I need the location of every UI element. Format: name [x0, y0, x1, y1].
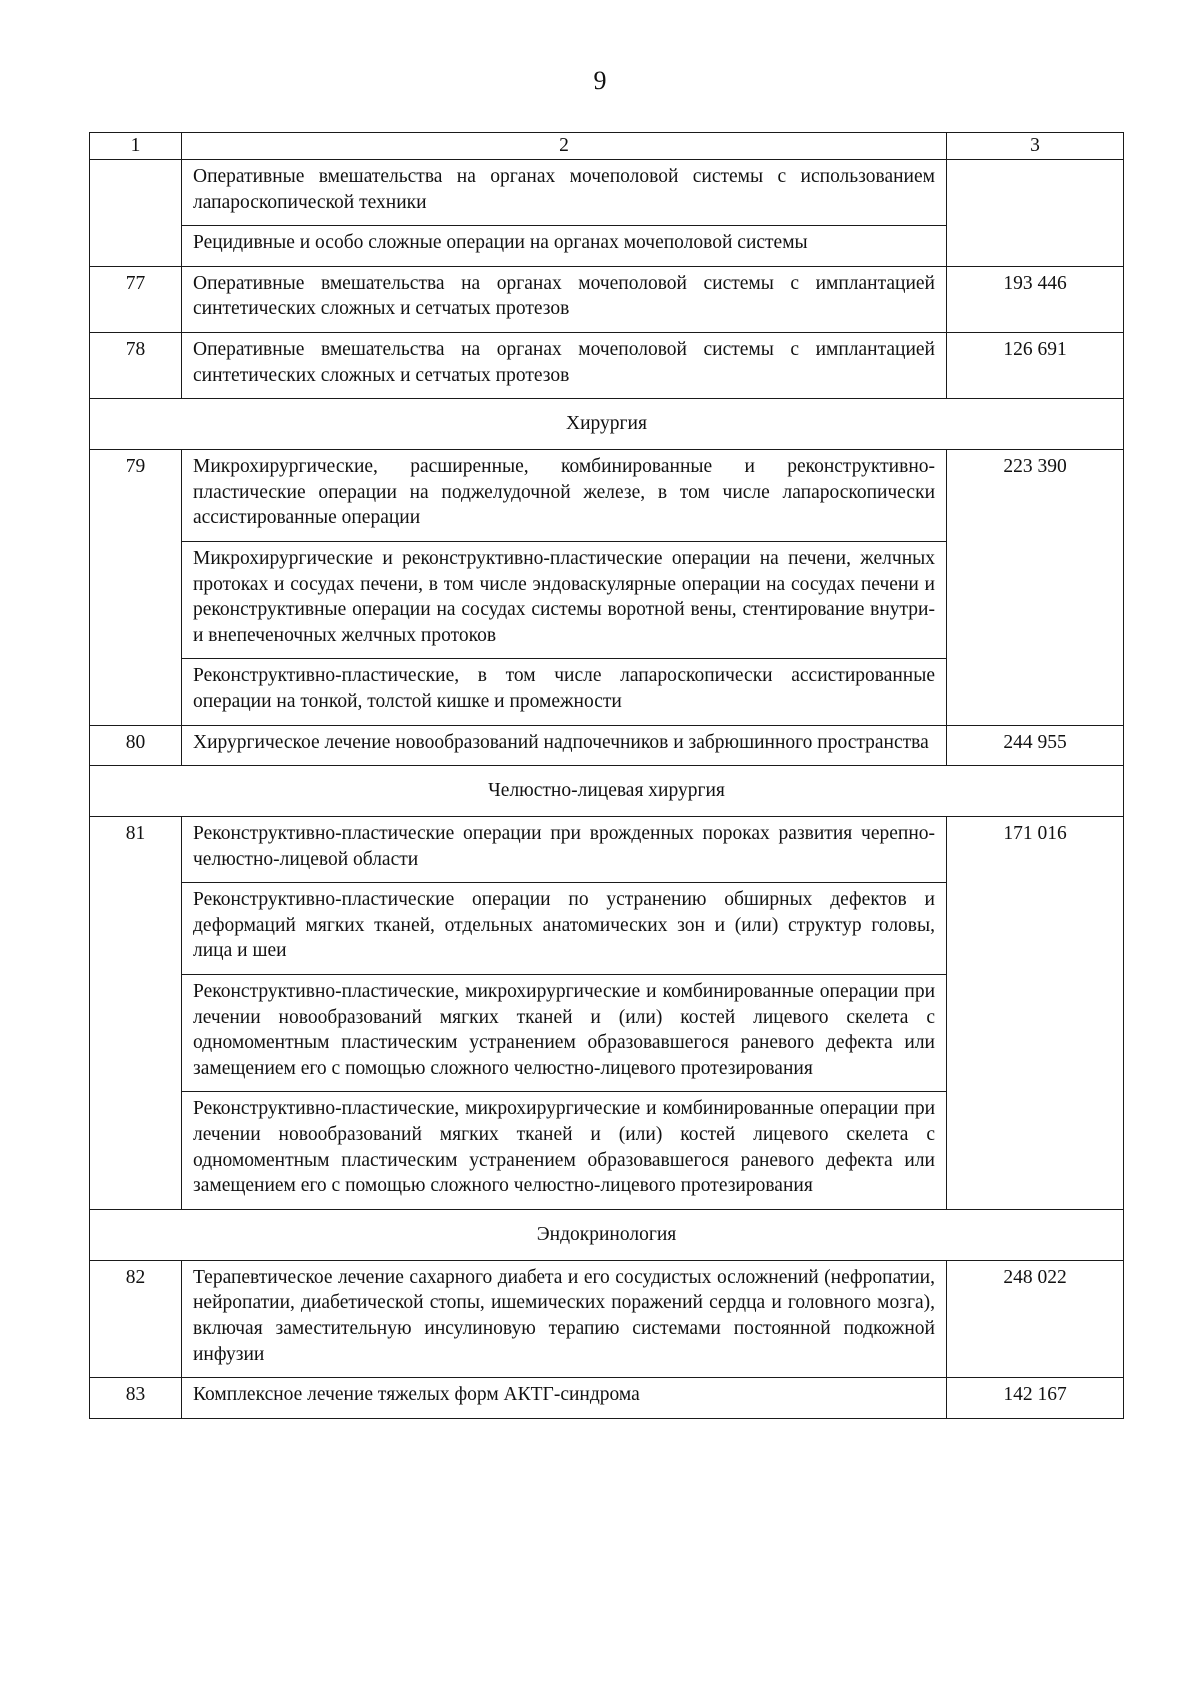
column-header-2: 2	[182, 133, 947, 160]
page-number: 9	[593, 66, 607, 95]
service-item: Реконструктивно-пластические операции по устранению обширных дефектов и деформаций мягких тканей, отдельных анатомических зон и (или) структур головы, лица и шеи	[182, 882, 946, 974]
service-item: Реконструктивно-пластические, в том числе лапароскопически ассистированные операции на тонкой, толстой кишке и промежности	[182, 658, 946, 724]
normative-cost: 171 016	[947, 817, 1124, 1210]
table-row	[90, 450, 1124, 725]
services-table	[89, 132, 1124, 1419]
section-header-row	[90, 399, 1124, 450]
row-number: 82	[90, 1260, 182, 1377]
row-number: 83	[90, 1378, 182, 1419]
service-item: Оперативные вмешательства на органах мочеполовой системы с имплантацией синтетических сложных и сетчатых протезов	[193, 338, 935, 386]
service-item: Микрохирургические, расширенные, комбинированные и реконструктивно-пластические операции на поджелудочной железе, в том числе лапароскопически ассистированные операции	[193, 456, 935, 529]
section-header-row	[90, 766, 1124, 817]
service-description-cell	[182, 817, 947, 1210]
normative-cost: 126 691	[947, 332, 1124, 398]
normative-cost: 244 955	[947, 725, 1124, 766]
table-row	[90, 160, 1124, 267]
normative-cost: 193 446	[947, 266, 1124, 332]
service-item: Оперативные вмешательства на органах мочеполовой системы с имплантацией синтетических сложных и сетчатых протезов	[193, 272, 935, 320]
section-title: Челюстно-лицевая хирургия	[90, 766, 1124, 817]
service-item: Реконструктивно-пластические операции при врожденных пороках развития черепно-челюстно-лицевой области	[193, 823, 935, 870]
column-header-3: 3	[947, 133, 1124, 160]
service-item: Рецидивные и особо сложные операции на органах мочеполовой системы	[182, 225, 946, 266]
row-number: 77	[90, 266, 182, 332]
service-description-cell	[182, 725, 947, 766]
service-item: Терапевтическое лечение сахарного диабета и его сосудистых осложнений (нефропатии, нейропатии, диабетической стопы, ишемических поражений сердца и головного мозга), включая заместительную инсулиновую терапию системами постоянной подкожной инфузии	[193, 1266, 935, 1365]
service-item: Хирургическое лечение новообразований надпочечников и забрюшинного пространства	[193, 731, 929, 753]
row-number: 78	[90, 332, 182, 398]
section-header-row	[90, 1209, 1124, 1260]
normative-cost: 223 390	[947, 450, 1124, 725]
section-title: Эндокринология	[90, 1209, 1124, 1260]
column-header-1: 1	[90, 133, 182, 160]
row-number: 80	[90, 725, 182, 766]
service-description-cell	[182, 332, 947, 398]
table-row	[90, 725, 1124, 766]
service-description-cell	[182, 1260, 947, 1377]
service-item: Комплексное лечение тяжелых форм АКТГ-синдрома	[193, 1384, 640, 1406]
column-header-row	[90, 133, 1124, 160]
table-row	[90, 1378, 1124, 1419]
service-description-cell	[182, 160, 947, 267]
service-item: Оперативные вмешательства на органах мочеполовой системы с использованием лапароскопической техники	[193, 166, 935, 213]
service-item: Реконструктивно-пластические, микрохирургические и комбинированные операции при лечении новообразований мягких тканей и (или) костей лицевого скелета с одномоментным пластическим устранением образовавшегося раневого дефекта или замещением его с помощью сложного челюстно-лицевого протезирования	[182, 1091, 946, 1208]
table-row	[90, 266, 1124, 332]
service-description-cell	[182, 266, 947, 332]
section-title: Хирургия	[90, 399, 1124, 450]
row-number: 81	[90, 817, 182, 1210]
row-number: 79	[90, 450, 182, 725]
service-description-cell	[182, 450, 947, 725]
table-row	[90, 1260, 1124, 1377]
row-number	[90, 160, 182, 267]
table-row	[90, 332, 1124, 398]
normative-cost: 248 022	[947, 1260, 1124, 1377]
table-row	[90, 817, 1124, 1210]
service-description-cell	[182, 1378, 947, 1419]
service-item: Микрохирургические и реконструктивно-пластические операции на печени, желчных протоках и сосудах печени, в том числе эндоваскулярные операции на сосудах печени и реконструктивные операции на сосудах системы воротной вены, стентирование внутри- и внепеченочных желчных протоков	[182, 541, 946, 658]
normative-cost: 142 167	[947, 1378, 1124, 1419]
normative-cost	[947, 160, 1124, 267]
service-item: Реконструктивно-пластические, микрохирургические и комбинированные операции при лечении новообразований мягких тканей и (или) костей лицевого скелета с одномоментным пластическим устранением образовавшегося раневого дефекта или замещением его с помощью сложного челюстно-лицевого протезирования	[182, 974, 946, 1091]
